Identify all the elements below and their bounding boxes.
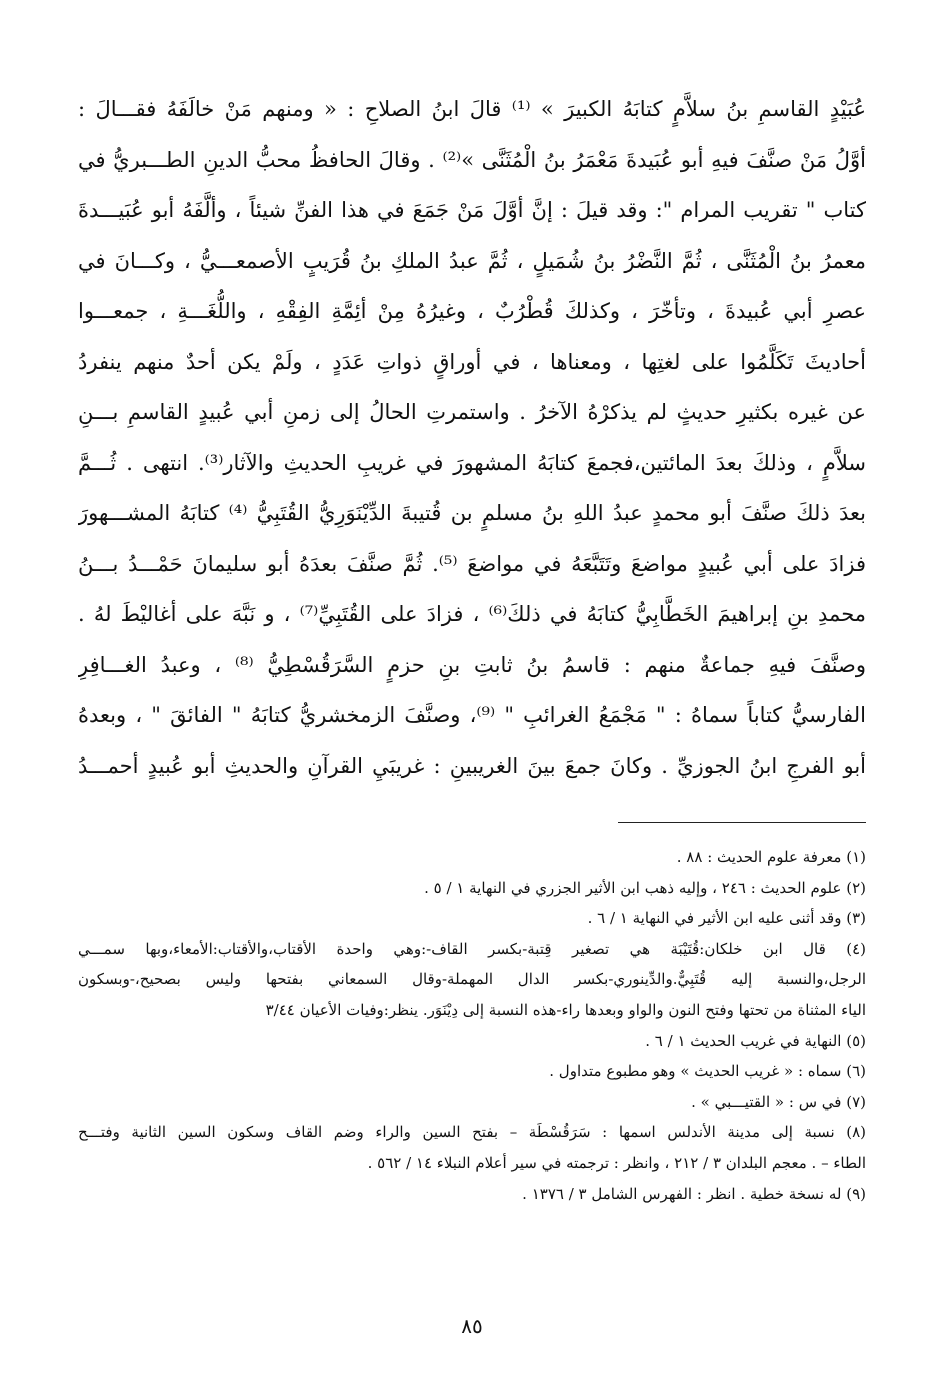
footnotes xyxy=(78,842,866,1209)
footnote-4-line-3: الياء المثناة من تحتها وفتح النون والواو وبعدها راء-هذه النسبة إلى دِيْنَوَر. ينظر:وفيات الأعيان ٣/٤٤ xyxy=(265,1000,866,1019)
footnote-3: (٣) وقد أثنى عليه ابن الأثير في النهاية ١ / ٦ . xyxy=(587,909,866,928)
footnote-7: (٧) في س : « القتيـــبي » . xyxy=(691,1092,866,1111)
main-line-9: بعدَ ذلكَ صنَّفَ أبو محمدٍ عبدُ اللهِ بنُ مسلمٍ بن قُتيبةَ الدِّيْنَوَرِيُّ القُتَبِيُّ ⁽⁴⁾ كتابَهُ المشـــهورَ xyxy=(78,501,866,525)
footnote-8-line-2: الطاء – . معجم البلدان ٣ / ٢١٢ ، وانظر : ترجمته في سير أعلام النبلاء ١٤ / ٥٦٢ . xyxy=(367,1153,866,1172)
footnote-5: (٥) النهاية في غريب الحديث ١ / ٦ . xyxy=(645,1031,866,1050)
main-text-body xyxy=(78,84,866,791)
main-line-7: عن غيره بكثيرِ حديثٍ لم يذكرْهُ الآخرُ . واستمرتِ الحالُ إلى زمنِ أبي عُبيدٍ القاسمِ بـــنِ xyxy=(78,400,866,424)
footnote-2: (٢) علوم الحديث : ٢٤٦ ، وإليه ذهب ابن الأثير الجزري في النهاية ١ / ٥ . xyxy=(424,878,866,897)
footnote-1: (١) معرفة علوم الحديث : ٨٨ . xyxy=(676,848,866,866)
main-line-12: وصنَّفَ فيهِ جماعةٌ منهم : قاسمُ بنُ ثابتِ بنِ حزمٍ السَّرَقُسْطِيُّ ⁽⁸⁾ ، وعبدُ الغـــافِرِ xyxy=(78,652,866,677)
main-line-11: محمدِ بنِ إبراهيمَ الخَطَّابِيُّ كتابَهُ في ذلكَ⁽⁶⁾ ، فزادَ على القُتَبِيِّ⁽⁷⁾ ، و نَبَّهَ على أغاليْطَ لهُ . xyxy=(78,602,866,626)
main-line-5: عصرِ أبي عُبيدةَ ، وتأخّرَ ، وكذلكَ قُطْرُبٌ ، وغيرُهُ مِنْ أئِمَّةِ الفِقْهِ ، واللُّغَـــةِ ، جمعـــوا xyxy=(78,299,866,323)
main-line-8: سلاَّمٍ ، وذلكَ بعدَ المائتين،فجمعَ كتابَهُ المشهورَ في غريبِ الحديثِ والآثار⁽³⁾. انتهى . ثُـــمَّ xyxy=(78,450,866,475)
footnote-9: (٩) له نسخة خطية . انظر : الفهرس الشامل ٣ / ١٣٧٦ . xyxy=(522,1184,866,1203)
footnote-6: (٦) سماه : « غريب الحديث » وهو مطبوع متداول . xyxy=(549,1062,866,1081)
footnote-4-line-1: (٤) قال ابن خلكان:قُتَيْبَة هي تصغير قِتبة-بكسر القاف-:وهي واحدة الأقتاب،والأقتاب:الأمعاء،وبها سمـــي xyxy=(78,939,866,958)
main-line-6: أحاديثَ تَكَلَّمُوا على لغتِها ، ومعناها ، في أوراقٍ ذواتِ عَدَدٍ ، ولَمْ يكن أحدٌ منهم ينفردُ xyxy=(78,349,866,374)
footnote-separator xyxy=(618,822,866,823)
main-line-2: أوَّلُ مَنْ صنَّفَ فيهِ أبو عُبَيدةَ مَعْمَرُ بنُ الْمُثَنَّى »⁽²⁾ . وقالَ الحافظُ محبُّ الدينِ الطـــبريُّ في xyxy=(78,147,866,172)
main-line-3: كتاب " تقريب المرام ": وقد قيلَ : إنَّ أوَّلَ مَنْ جَمَعَ في هذا الفنِّ شيئاً ، وألَّفَهُ أبو عُبَيـــدةَ xyxy=(78,198,866,222)
footnote-4-line-2: الرجل،والنسبة إليه قُتَبِيٌّ.والدِّينوري-بكسر الدال المهملة-وقال السمعاني بفتحها وليس بصحيح،-وبسكون xyxy=(78,970,866,989)
main-line-10: فزادَ على أبي عُبيدٍ مواضعَ وتَتَبَّعَهُ في مواضعَ ⁽⁵⁾. ثُمَّ صنَّفَ بعدَهُ أبو سليمانَ حَمْـــدُ بـــنُ xyxy=(78,551,866,576)
main-line-4: معمرُ بنُ الْمُثَنَّى ، ثُمَّ النَّضْرُ بنُ شُمَيلٍ ، ثُمَّ عبدُ الملكِ بنُ قُرَيبٍ الأصمعـــيُّ ، وكـــانَ في xyxy=(78,248,866,273)
main-line-14: أبو الفرجِ ابنُ الجوزيِّ . وكانَ جمعَ بينَ الغريبينِ : غريبَيِ القرآنِ والحديثِ أبو عُبيدٍ أحمـــدُ xyxy=(78,753,866,778)
footnote-8-line-1: (٨) نسبة إلى مدينة الأندلس اسمها : سَرَقُسْطَة – بفتح السين والراء وضم القاف وسكون السين الثانية وفتـــح xyxy=(78,1123,866,1142)
main-line-1: عُبَيْدٍ القاسمِ بنُ سلاَّمٍ كتابَهُ الكبيرَ » ⁽¹⁾ قالَ ابنُ الصلاحِ : « ومنهم مَنْ خالَفَهُ فقـــالَ : xyxy=(78,97,866,121)
page-number: ٨٥ xyxy=(461,1314,483,1338)
main-line-13: الفارسيُّ كتاباً سماهُ : " مَجْمَعُ الغرائبِ " ⁽⁹⁾، وصنَّفَ الزمخشريُّ كتابَهُ " الفائقَ " ، وبعدهُ xyxy=(78,703,866,727)
